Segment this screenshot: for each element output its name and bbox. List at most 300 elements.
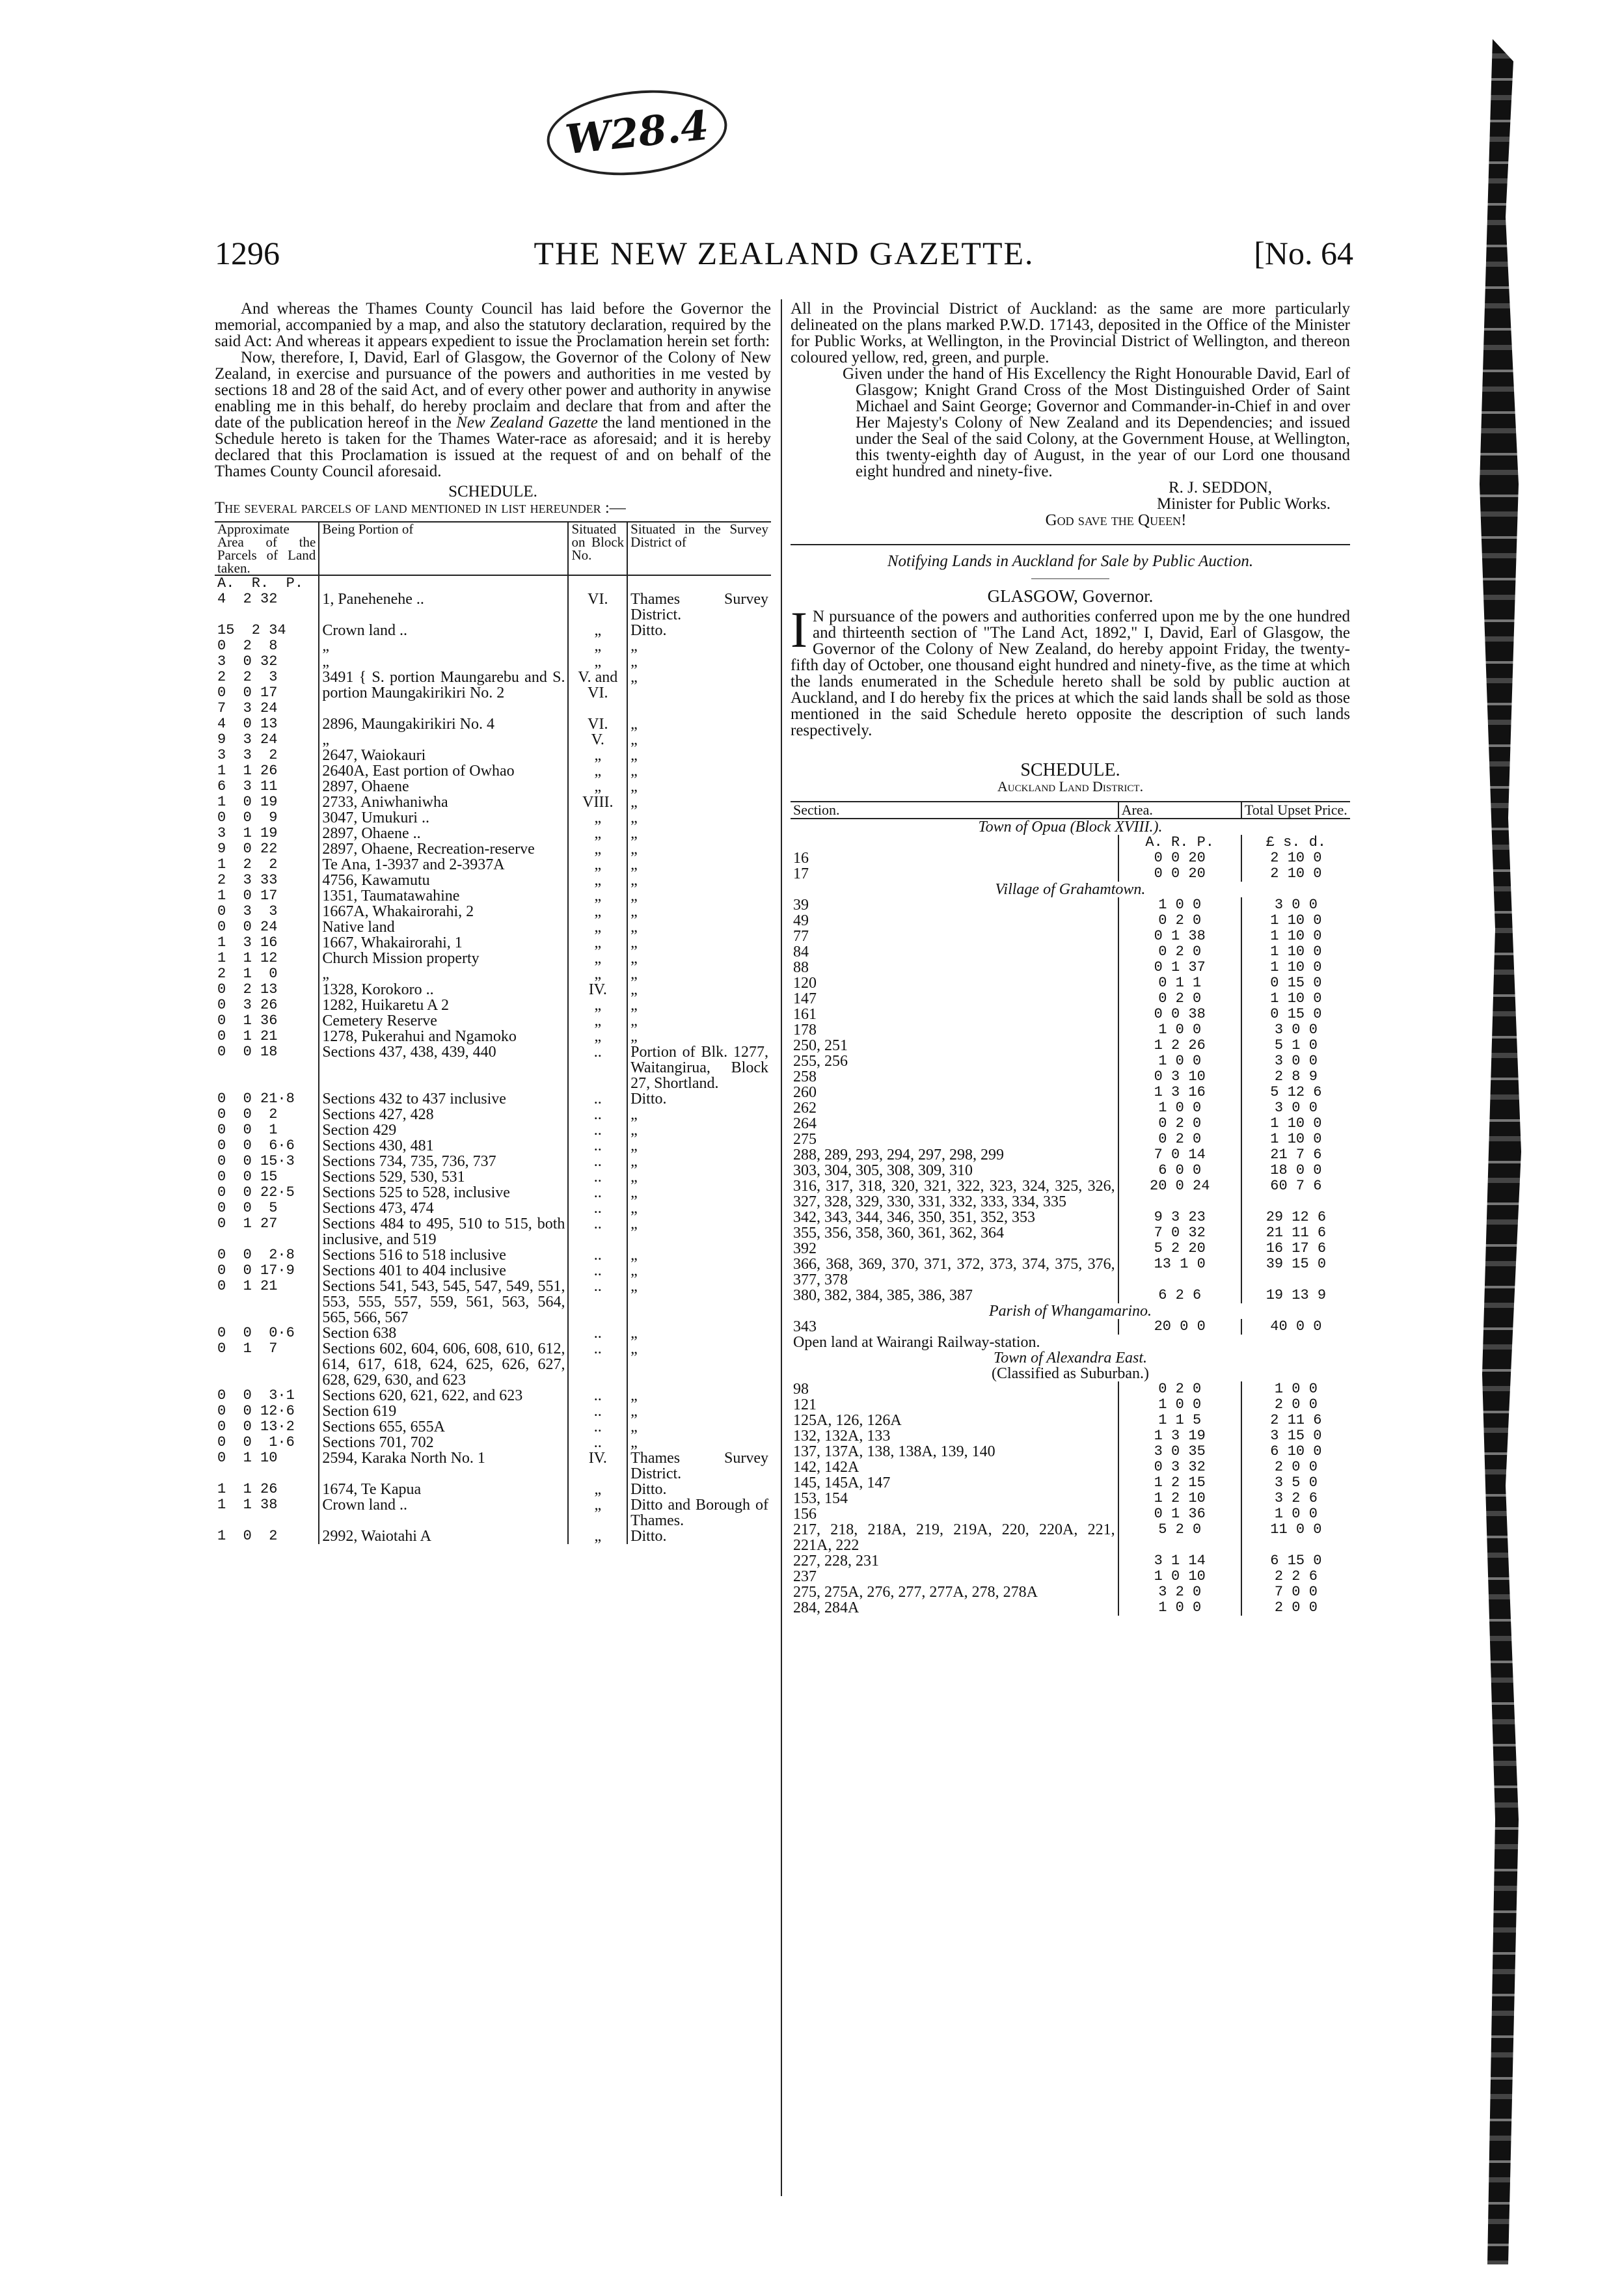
row-area: 0 2 0 xyxy=(1118,1132,1241,1147)
column-divider xyxy=(781,299,782,2196)
row-portion: Sections 516 to 518 inclusive xyxy=(319,1247,568,1263)
row-area: 0 0 21·8 xyxy=(217,1091,295,1107)
row-portion: Te Ana, 1-3937 and 2-3937A xyxy=(319,857,568,873)
row-block: „ xyxy=(568,888,627,904)
row-portion: Sections 437, 438, 439, 440 xyxy=(319,1044,568,1091)
row-area: 15 2 34 xyxy=(217,622,286,638)
table-row xyxy=(791,1506,1350,1522)
table-row xyxy=(791,960,1350,975)
table-row xyxy=(215,810,771,826)
table-row xyxy=(215,670,771,716)
row-section: 121 xyxy=(793,1396,817,1413)
row-portion: Sections 432 to 437 inclusive xyxy=(319,1091,568,1107)
row-price: 3 0 0 xyxy=(1274,1022,1318,1038)
row-area: 0 3 26 xyxy=(217,997,278,1013)
row-area: 0 1 7 xyxy=(217,1340,278,1357)
row-district: „ xyxy=(630,1169,638,1186)
row-block: IV. xyxy=(568,1450,627,1482)
row-price: 2 0 0 xyxy=(1274,1396,1318,1413)
row-district: „ xyxy=(630,747,638,764)
row-area: 0 0 17·9 xyxy=(217,1262,295,1279)
row-district: „ xyxy=(630,638,638,655)
row-area: 1 0 2 xyxy=(217,1528,278,1544)
row-section: 156 xyxy=(793,1506,817,1523)
table-row xyxy=(215,1419,771,1435)
row-district: Ditto. xyxy=(630,1481,667,1498)
row-section: 264 xyxy=(793,1115,817,1132)
table-row xyxy=(791,1553,1350,1569)
row-district: „ xyxy=(630,1434,638,1451)
table-row xyxy=(791,1178,1350,1210)
row-section: 147 xyxy=(793,990,817,1007)
row-area: 0 2 0 xyxy=(1118,1116,1241,1132)
row-block: „ xyxy=(568,1029,627,1044)
table-row xyxy=(215,841,771,857)
row-price: 1 10 0 xyxy=(1270,912,1322,929)
row-block: .. xyxy=(568,1341,627,1388)
row-portion: Sections 484 to 495, 510 to 515, both inclusive, and 519 xyxy=(319,1216,568,1247)
row-block: „ xyxy=(568,1528,627,1544)
table-row xyxy=(215,795,771,810)
row-area: 0 1 27 xyxy=(217,1216,278,1232)
row-price: 18 0 0 xyxy=(1270,1162,1322,1178)
row-section: 39 xyxy=(793,897,809,914)
row-section: 84 xyxy=(793,944,809,960)
row-section: 392 xyxy=(793,1240,817,1257)
row-district: „ xyxy=(630,1106,638,1123)
row-area: 1 1 26 xyxy=(217,1481,278,1497)
row-section: 132, 132A, 133 xyxy=(793,1428,891,1445)
row-section: 288, 289, 293, 294, 297, 298, 299 xyxy=(793,1147,1004,1163)
row-price: 7 0 0 xyxy=(1274,1584,1318,1600)
row-district: „ xyxy=(630,934,638,951)
row-area: 1 1 5 xyxy=(1118,1413,1241,1428)
group-note: Open land at Wairangi Railway-station. xyxy=(793,1334,1040,1351)
row-section: 275 xyxy=(793,1131,817,1148)
row-area: 1 2 2 xyxy=(217,856,278,873)
row-block: „ xyxy=(568,810,627,826)
row-area: 4 0 13 xyxy=(217,716,278,732)
row-area: 1 0 10 xyxy=(1118,1569,1241,1584)
row-block: V. xyxy=(568,732,627,748)
row-portion: Crown land .. xyxy=(319,623,568,638)
row-block: .. xyxy=(568,1388,627,1404)
row-price: 3 15 0 xyxy=(1270,1428,1322,1444)
table-row xyxy=(215,763,771,779)
row-price: 40 0 0 xyxy=(1270,1318,1322,1335)
row-section: 120 xyxy=(793,975,817,992)
row-portion: Sections 701, 702 xyxy=(319,1435,568,1450)
row-area: 0 0 3·1 xyxy=(217,1387,295,1404)
table-row xyxy=(791,1053,1350,1069)
table-row xyxy=(791,1319,1350,1335)
table-row xyxy=(791,1460,1350,1475)
row-section: 355, 356, 358, 360, 361, 362, 364 xyxy=(793,1225,1004,1242)
row-district: „ xyxy=(630,1200,638,1217)
row-portion: 1328, Korokoro .. xyxy=(319,982,568,998)
table-row xyxy=(791,1210,1350,1225)
paragraph-proclaim: Now, therefore, I, David, Earl of Glasgow, the Governor of the Colony of New Zealand, in exercise and pursuance of the powers and authorities in me vested by sections 18 and 28 of the said Act, and of every other power and authority in anywise enabling me in this behalf, do hereby proclaim and declare that from and after the date of the publication hereof in the New Zealand Gazette the land mentioned in the Schedule hereto is taken for the Thames Water-race as aforesaid; and it is hereby declared that this Proclamation is issued at the request of and on behalf of the Thames County Council aforesaid. xyxy=(215,349,771,480)
row-section: 343 xyxy=(793,1318,817,1335)
row-area: 0 1 10 xyxy=(217,1450,278,1466)
row-section: 16 xyxy=(793,850,809,867)
row-price: 2 10 0 xyxy=(1270,865,1322,882)
row-block: .. xyxy=(568,1325,627,1341)
arp-units: A. R. P. xyxy=(217,575,304,591)
row-district: „ xyxy=(630,903,638,920)
row-price: 1 10 0 xyxy=(1270,1131,1322,1147)
row-area: 5 2 20 xyxy=(1118,1241,1241,1256)
table-row xyxy=(791,1116,1350,1132)
row-portion: Sections 401 to 404 inclusive xyxy=(319,1263,568,1279)
row-block: „ xyxy=(568,919,627,935)
row-portion: 2897, Ohaene, Recreation-reserve xyxy=(319,841,568,857)
row-block: „ xyxy=(568,826,627,841)
handwritten-reference: W28.4 xyxy=(543,82,731,183)
row-price: 1 10 0 xyxy=(1270,944,1322,960)
row-portion: 2897, Ohaene .. xyxy=(319,826,568,841)
row-district: „ xyxy=(630,1122,638,1139)
row-area: 0 2 0 xyxy=(1118,991,1241,1007)
row-price: 19 13 9 xyxy=(1265,1287,1327,1303)
table-row xyxy=(215,1138,771,1154)
row-block: „ xyxy=(568,763,627,779)
row-portion: „ xyxy=(319,732,568,748)
table-row xyxy=(215,748,771,763)
row-portion: 4756, Kawamutu xyxy=(319,873,568,888)
right-schedule-heading: SCHEDULE. xyxy=(1020,760,1120,780)
row-block: VI. xyxy=(568,591,627,623)
table-row xyxy=(215,1154,771,1169)
row-section: 380, 382, 384, 385, 386, 387 xyxy=(793,1287,973,1304)
row-area: 1 0 0 xyxy=(1118,897,1241,913)
row-area: 1 0 0 xyxy=(1118,1022,1241,1038)
row-area: 20 0 0 xyxy=(1118,1319,1241,1335)
row-district: „ xyxy=(630,1419,638,1435)
row-block: „ xyxy=(568,779,627,795)
table-row xyxy=(791,1163,1350,1178)
row-district: „ xyxy=(630,763,638,780)
row-district: „ xyxy=(630,997,638,1014)
row-area: 0 0 5 xyxy=(217,1200,278,1216)
row-block: VI. xyxy=(568,716,627,732)
row-block: „ xyxy=(568,857,627,873)
row-block: .. xyxy=(568,1247,627,1263)
governor-line: GLASGOW, Governor. xyxy=(987,586,1154,606)
row-section: 255, 256 xyxy=(793,1053,848,1070)
row-price: 1 0 0 xyxy=(1274,1381,1318,1397)
row-block: „ xyxy=(568,904,627,919)
row-area: 0 0 15·3 xyxy=(217,1153,295,1169)
row-section: 98 xyxy=(793,1381,809,1398)
table-row xyxy=(791,944,1350,960)
left-column xyxy=(215,301,771,1544)
row-portion: Crown land .. xyxy=(319,1497,568,1528)
row-area: 0 0 1 xyxy=(217,1122,278,1138)
paragraph-whereas: And whereas the Thames County Council has laid before the Governor the memorial, accompanied by a map, and also the statutory declaration, required by the said Act: And whereas it appears expedient to issue the Proclamation herein set forth: xyxy=(215,300,771,350)
row-price: 0 15 0 xyxy=(1270,975,1322,991)
row-section: 316, 317, 318, 320, 321, 322, 323, 324, 325, 326, 327, 328, 329, 330, 331, 332, 333, 334, 335 xyxy=(793,1178,1115,1210)
row-area: 1 3 16 xyxy=(217,934,278,951)
row-area: 0 3 10 xyxy=(1118,1069,1241,1085)
row-district: „ xyxy=(630,1387,638,1404)
row-portion: Cemetery Reserve xyxy=(319,1013,568,1029)
row-area: 3 1 14 xyxy=(1118,1553,1241,1569)
row-area: 0 0 2 xyxy=(217,1106,278,1122)
row-section: 88 xyxy=(793,959,809,976)
god-save-queen: God save the Queen! xyxy=(1045,511,1187,529)
row-district: „ xyxy=(630,731,638,748)
row-area: 1 2 26 xyxy=(1118,1038,1241,1053)
row-area: 6 2 6 xyxy=(1118,1288,1241,1303)
row-area: 1 2 15 xyxy=(1118,1475,1241,1491)
table-row xyxy=(215,1435,771,1450)
row-area: 0 2 13 xyxy=(217,981,278,998)
row-district: Ditto. xyxy=(630,1528,667,1545)
scan-edge-shadow xyxy=(1477,39,1529,2264)
row-block: „ xyxy=(568,935,627,951)
row-area: 1 0 0 xyxy=(1118,1600,1241,1616)
row-portion: 2640A, East portion of Owhao xyxy=(319,763,568,779)
col-area-header: Approximate Area of the Parcels of Land taken. xyxy=(215,522,319,575)
row-portion: 2897, Ohaene xyxy=(319,779,568,795)
row-section: 142, 142A xyxy=(793,1459,859,1476)
row-area: 0 1 21 xyxy=(217,1278,278,1294)
table-row xyxy=(791,850,1350,866)
table-row xyxy=(215,873,771,888)
row-area: 0 2 0 xyxy=(1118,913,1241,929)
row-area: 0 0 12·6 xyxy=(217,1403,295,1419)
table-row xyxy=(215,1044,771,1091)
table-row xyxy=(791,1569,1350,1584)
row-area: 0 3 3 xyxy=(217,903,278,919)
table-row xyxy=(791,1381,1350,1397)
table-row xyxy=(791,1132,1350,1147)
row-portion: 2896, Maungakirikiri No. 4 xyxy=(319,716,568,732)
table-row xyxy=(215,982,771,998)
table-row xyxy=(215,638,771,654)
table-row xyxy=(215,1013,771,1029)
row-district: „ xyxy=(630,950,638,967)
group-title: Parish of Whangamarino. xyxy=(988,1303,1152,1320)
row-area: 9 3 24 xyxy=(217,731,278,748)
signer-title: Minister for Public Works. xyxy=(1157,495,1331,513)
col-block-header: Situated on Block No. xyxy=(568,522,627,575)
row-block: .. xyxy=(568,1404,627,1419)
table-row xyxy=(791,1007,1350,1022)
row-district: „ xyxy=(630,1153,638,1170)
row-area: 1 0 0 xyxy=(1118,1100,1241,1116)
row-section: 145, 145A, 147 xyxy=(793,1474,891,1491)
row-block: .. xyxy=(568,1044,627,1091)
table-row xyxy=(215,1404,771,1419)
table-row xyxy=(791,1522,1350,1553)
table-row xyxy=(791,1241,1350,1256)
table-row xyxy=(215,951,771,966)
row-section: 227, 228, 231 xyxy=(793,1553,879,1569)
row-block: „ xyxy=(568,654,627,670)
row-price: 1 0 0 xyxy=(1274,1506,1318,1522)
table-row xyxy=(215,966,771,982)
row-portion: 3491 { S. portion Maungarebu and S. portion Maungakirikiri No. 2 xyxy=(319,670,568,716)
row-price: 3 0 0 xyxy=(1274,1100,1318,1116)
table-row xyxy=(791,1085,1350,1100)
row-block: .. xyxy=(568,1435,627,1450)
group-title: Town of Opua (Block XVIII.). xyxy=(978,819,1163,835)
row-price: 29 12 6 xyxy=(1265,1209,1327,1225)
row-district: „ xyxy=(630,1262,638,1279)
row-district: „ xyxy=(630,856,638,873)
row-price: 39 15 0 xyxy=(1265,1256,1327,1272)
table-row xyxy=(791,1038,1350,1053)
table-row xyxy=(215,1263,771,1279)
row-section: 237 xyxy=(793,1568,817,1585)
row-portion: Sections 525 to 528, inclusive xyxy=(319,1185,568,1201)
table-row xyxy=(791,1413,1350,1428)
row-price: 2 0 0 xyxy=(1274,1459,1318,1475)
row-section: 303, 304, 305, 308, 309, 310 xyxy=(793,1162,973,1179)
row-district: „ xyxy=(630,1028,638,1045)
table-row xyxy=(215,888,771,904)
row-block: .. xyxy=(568,1169,627,1185)
row-portion: 2733, Aniwhaniwha xyxy=(319,795,568,810)
row-area: 3 3 2 xyxy=(217,747,278,763)
table-row xyxy=(215,935,771,951)
land-district: Auckland Land District. xyxy=(997,778,1144,795)
table-row xyxy=(215,1201,771,1216)
row-district: „ xyxy=(630,1216,638,1232)
row-block: .. xyxy=(568,1279,627,1325)
row-block: .. xyxy=(568,1263,627,1279)
row-area: 0 0 2·8 xyxy=(217,1247,295,1263)
row-price: 60 7 6 xyxy=(1270,1178,1322,1194)
row-block: .. xyxy=(568,1107,627,1122)
row-district: „ xyxy=(630,1278,638,1295)
row-area: 1 0 17 xyxy=(217,888,278,904)
row-block: .. xyxy=(568,1138,627,1154)
row-district: „ xyxy=(630,1247,638,1264)
row-area: 0 0 18 xyxy=(217,1044,278,1060)
row-area: 0 1 21 xyxy=(217,1028,278,1044)
row-block: „ xyxy=(568,623,627,638)
row-district: Thames Survey District. xyxy=(630,591,768,623)
table-row xyxy=(215,1528,771,1544)
row-area: 0 0 6·6 xyxy=(217,1137,295,1154)
group-title: Town of Alexandra East. xyxy=(993,1350,1148,1366)
row-section: 275, 275A, 276, 277, 277A, 278, 278A xyxy=(793,1584,1038,1601)
row-price: 16 17 6 xyxy=(1265,1240,1327,1256)
row-area: 1 0 19 xyxy=(217,794,278,810)
row-area: 9 3 23 xyxy=(1118,1210,1241,1225)
row-portion: 1282, Huikaretu A 2 xyxy=(319,998,568,1013)
row-area: 0 0 15 xyxy=(217,1169,278,1185)
row-portion: Sections 734, 735, 736, 737 xyxy=(319,1154,568,1169)
table-row xyxy=(215,716,771,732)
row-block: „ xyxy=(568,1482,627,1497)
schedule-heading: SCHEDULE. xyxy=(448,483,537,500)
row-block: IV. xyxy=(568,982,627,998)
table-row xyxy=(215,1122,771,1138)
table-row xyxy=(215,1325,771,1341)
row-portion: 1351, Taumatawahine xyxy=(319,888,568,904)
row-area: 0 2 0 xyxy=(1118,1381,1241,1397)
row-district: „ xyxy=(630,981,638,998)
row-price: 3 2 6 xyxy=(1274,1490,1318,1506)
row-portion: Sections 541, 543, 545, 547, 549, 551, 553, 555, 557, 559, 561, 563, 564, 565, 566, 567 xyxy=(319,1279,568,1325)
table-row xyxy=(791,1491,1350,1506)
table-row xyxy=(215,1185,771,1201)
row-area: 1 1 26 xyxy=(217,763,278,779)
table-row xyxy=(215,623,771,638)
row-price: 0 15 0 xyxy=(1270,1006,1322,1022)
row-portion: Sections 473, 474 xyxy=(319,1201,568,1216)
table-row xyxy=(215,1247,771,1263)
row-portion: Native land xyxy=(319,919,568,935)
row-area: 3 0 35 xyxy=(1118,1444,1241,1460)
row-portion: 1, Panehenehe .. xyxy=(319,591,568,623)
row-price: 2 10 0 xyxy=(1270,850,1322,866)
row-area: 0 3 32 xyxy=(1118,1460,1241,1475)
row-area: 6 3 11 xyxy=(217,778,278,795)
row-area: 20 0 24 xyxy=(1118,1178,1241,1210)
sale-schedule-table xyxy=(791,801,1350,1616)
paragraph-given: Given under the hand of His Excellency the Right Honourable David, Earl of Glasgow; Knight Grand Cross of the Most Distinguished Order of Saint Michael and Saint George; Governor and Commander-in-Chief in and over Her Majesty's Colony of New Zealand and its Dependencies; and issued under the Seal of the said Colony, at the Government House, at Wellington, this twenty-eighth day of August, in the year of our Lord one thousand eight hundred and ninety-five. xyxy=(843,365,1350,480)
row-area: 0 0 13·2 xyxy=(217,1419,295,1435)
row-district: „ xyxy=(630,1012,638,1029)
page-number: 1296 xyxy=(215,235,280,271)
col-areas-header: Area. xyxy=(1118,802,1241,819)
table-row xyxy=(791,1600,1350,1616)
row-section: 178 xyxy=(793,1022,817,1039)
table-row xyxy=(215,1169,771,1185)
schedule-intro: The several parcels of land mentioned in list hereunder :— xyxy=(215,499,626,517)
row-block: „ xyxy=(568,966,627,982)
row-area: 0 0 24 xyxy=(217,919,278,935)
row-portion: Sections 529, 530, 531 xyxy=(319,1169,568,1185)
row-portion: „ xyxy=(319,638,568,654)
row-block: .. xyxy=(568,1201,627,1216)
row-block: .. xyxy=(568,1091,627,1107)
table-row xyxy=(215,826,771,841)
table-row xyxy=(791,866,1350,882)
row-price: 1 10 0 xyxy=(1270,959,1322,975)
row-area: 0 0 9 xyxy=(217,809,278,826)
paragraph-auction: I N pursuance of the powers and authorities conferred upon me by the one hundred and thirteenth section of "The Land Act, 1892," I, David, Earl of Glasgow, the Governor of the Colony of New Zealand, do hereby appoint Friday, the twenty-fifth day of October, one thousand eight hundred and ninety-five, as the time at which the lands enumerated in the Schedule hereto shall be sold by public auction at Auckland, and I do hereby fix the prices at which the said lands shall be sold as those mentioned in the said Schedule hereto opposite the description of such lands respectively. xyxy=(791,601,1350,739)
table-row xyxy=(791,1397,1350,1413)
row-block: .. xyxy=(568,1122,627,1138)
row-portion: Sections 602, 604, 606, 608, 610, 612, 614, 617, 618, 624, 625, 626, 627, 628, 629, 630, and 623 xyxy=(319,1341,568,1388)
row-area: 0 0 20 xyxy=(1118,850,1241,866)
row-area: 0 1 36 xyxy=(217,1012,278,1029)
row-area: 2 1 0 xyxy=(217,966,278,982)
row-block: „ xyxy=(568,873,627,888)
row-section: 137, 137A, 138, 138A, 139, 140 xyxy=(793,1443,995,1460)
group-title: Village of Grahamtown. xyxy=(995,881,1146,898)
table-row xyxy=(215,1091,771,1107)
table-row xyxy=(215,1279,771,1325)
row-price: 5 12 6 xyxy=(1270,1084,1322,1100)
table-row xyxy=(215,1388,771,1404)
row-area: 0 2 0 xyxy=(1118,944,1241,960)
row-district: „ xyxy=(630,872,638,889)
row-area: 4 2 32 xyxy=(217,591,278,607)
table-row xyxy=(791,1256,1350,1288)
row-area: 3 0 32 xyxy=(217,653,278,670)
row-portion: Church Mission property xyxy=(319,951,568,966)
row-price: 3 5 0 xyxy=(1274,1474,1318,1491)
row-block: .. xyxy=(568,1419,627,1435)
row-area: 13 1 0 xyxy=(1118,1256,1241,1288)
